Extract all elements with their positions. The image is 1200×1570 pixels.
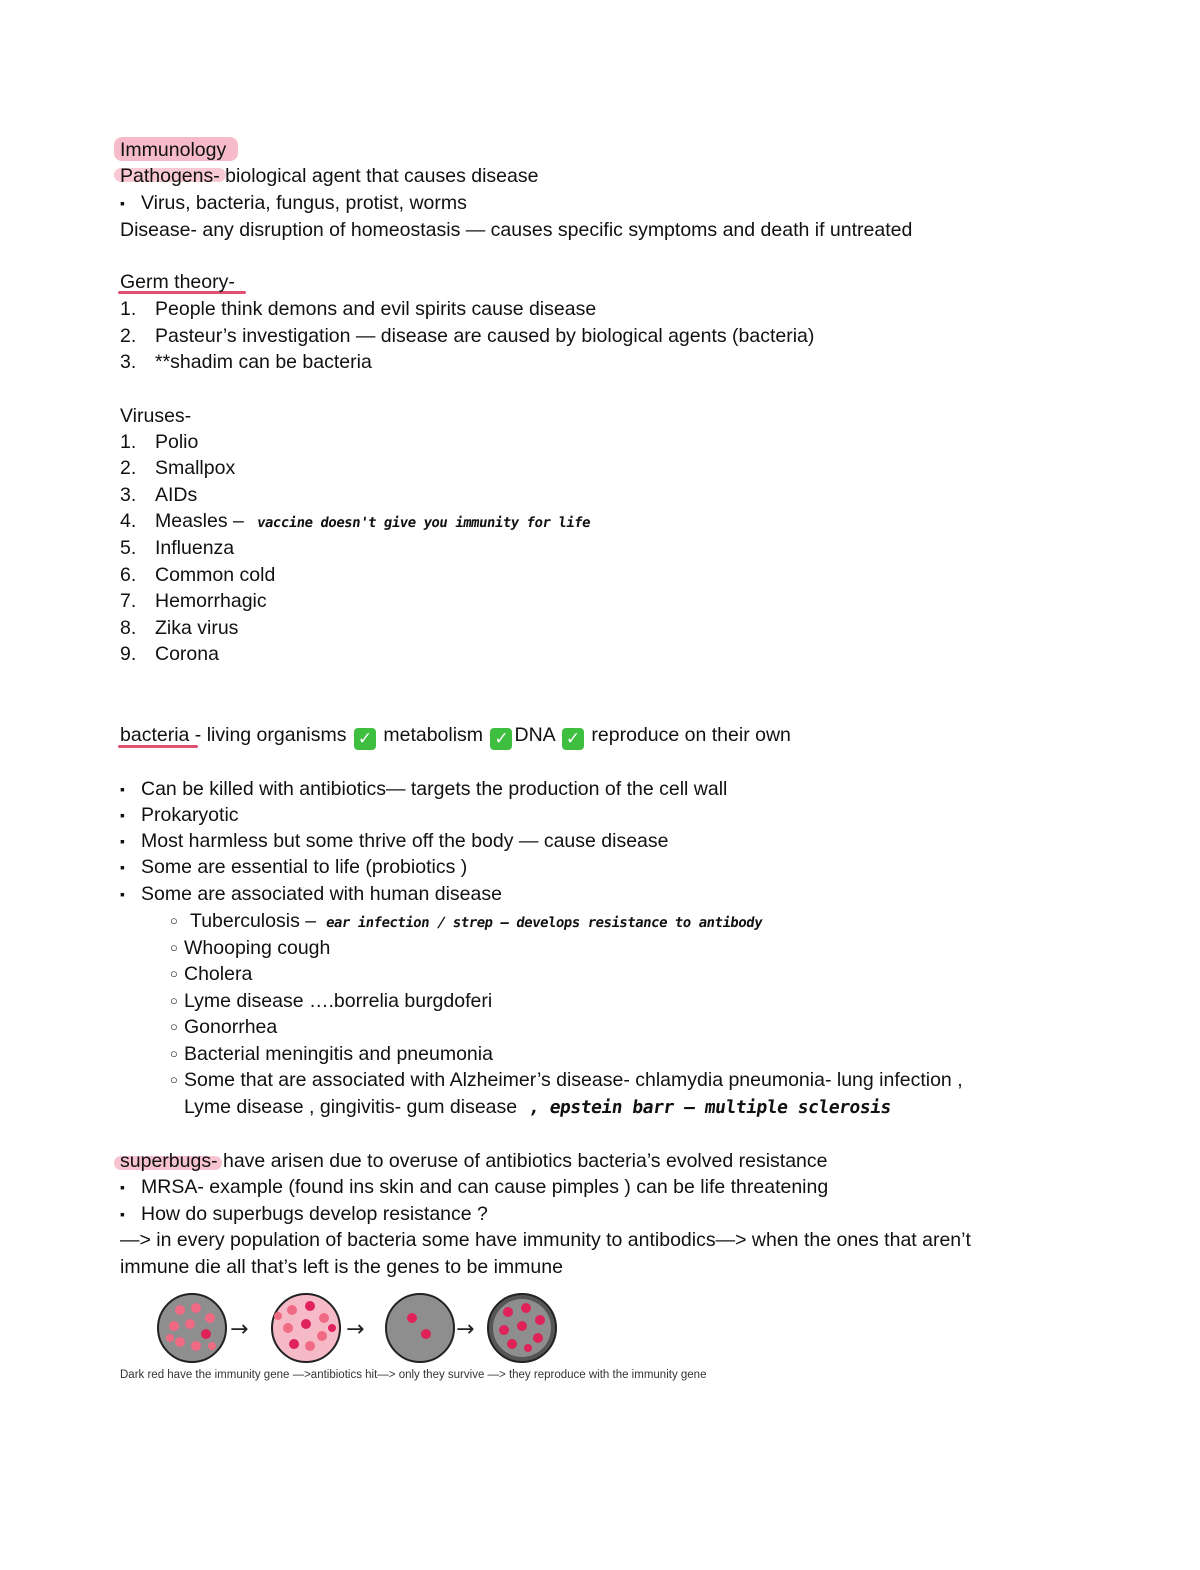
bacteria-bullet: Some are essential to life (probiotics ): [141, 856, 468, 878]
disease-sub-item: Gonorrhea: [184, 1016, 278, 1038]
viruses-heading: Viruses-: [120, 405, 192, 427]
superbugs-bullet: How do superbugs develop resistance ?: [141, 1203, 488, 1225]
virus-item: 5. Influenza: [120, 537, 235, 559]
circle-bullet-icon: ○: [170, 993, 178, 1008]
arrow-icon: →: [346, 1317, 365, 1342]
virus-item: 9. Corona: [120, 643, 219, 665]
pathogens-bullet: Virus, bacteria, fungus, protist, worms: [141, 192, 467, 214]
check-mark-icon: ✓: [354, 728, 376, 750]
superbugs-explanation: —> in every population of bacteria some have immunity to antibodics—> when the ones that aren’t: [120, 1229, 971, 1251]
circle-bullet-icon: ○: [170, 940, 178, 955]
superbugs-definition: superbugs- have arisen due to overuse of antibiotics bacteria’s evolved resistance: [120, 1150, 828, 1172]
bullet-icon: ▪: [120, 859, 125, 875]
pathogens-label: Pathogens-: [120, 165, 220, 187]
tb-handwritten-note: ear infection / strep – develops resistance to antibody: [324, 915, 763, 931]
germ-item: 2. Pasteur’s investigation — disease are caused by biological agents (bacteria): [120, 325, 815, 347]
petri-dish-3: [386, 1294, 454, 1362]
bullet-icon: ▪: [120, 886, 125, 902]
diagram-caption: Dark red have the immunity gene —>antibiotics hit—> only they survive —> they reproduce with the immunity gene: [120, 1369, 707, 1381]
disease-sub-item: Lyme disease ….borrelia burgdoferi: [184, 990, 493, 1012]
petri-dish-2: [272, 1294, 340, 1362]
disease-sub-item: Bacterial meningitis and pneumonia: [184, 1043, 493, 1065]
superbugs-bullet: MRSA- example (found ins skin and can cause pimples ) can be life threatening: [141, 1176, 829, 1198]
superbugs-label: superbugs: [120, 1150, 212, 1172]
check-mark-icon: ✓: [562, 728, 584, 750]
germ-theory-heading: Germ theory-: [120, 271, 235, 293]
petri-dish-4: [488, 1294, 556, 1362]
germ-item: 3. **shadim can be bacteria: [120, 351, 372, 373]
circle-bullet-icon: ○: [170, 1046, 178, 1061]
disease-sub-item: Cholera: [184, 963, 253, 985]
bullet-icon: ▪: [120, 807, 125, 823]
bacteria-bullet: Prokaryotic: [141, 804, 239, 826]
petri-dish-1: [158, 1294, 226, 1362]
bacteria-label: bacteria: [120, 724, 190, 746]
germ-item: 1. People think demons and evil spirits cause disease: [120, 298, 597, 320]
epstein-handwritten-note: , epstein barr – multiple sclerosis: [527, 1097, 892, 1118]
circle-bullet-icon: ○: [170, 1072, 178, 1087]
virus-item: 4. Measles – vaccine doesn't give you immunity for life: [120, 509, 590, 535]
bacteria-bullet: Some are associated with human disease: [141, 883, 502, 905]
check-mark-icon: ✓: [490, 728, 512, 750]
pathogens-definition: [120, 164, 538, 188]
disease-sub-item-continuation: Lyme disease , gingivitis- gum disease , epstein barr – multiple sclerosis: [184, 1096, 892, 1118]
page-title: Immunology: [120, 139, 227, 161]
virus-item: 7. Hemorrhagic: [120, 590, 267, 612]
bacteria-intro: bacteria - living organisms ✓ metabolism ✓ DNA ✓ reproduce on their own: [120, 724, 791, 748]
disease-sub-item: Some that are associated with Alzheimer’s disease- chlamydia pneumonia- lung infection ,: [184, 1069, 963, 1091]
bacteria-bullet: Can be killed with antibiotics— targets the production of the cell wall: [141, 778, 728, 800]
bullet-icon: ▪: [120, 1179, 125, 1195]
petri-dish-diagram: [150, 1288, 610, 1368]
arrow-icon: →: [230, 1317, 249, 1342]
circle-bullet-icon: ○: [170, 913, 178, 928]
bullet-icon: ▪: [120, 781, 125, 797]
virus-item: 2. Smallpox: [120, 457, 236, 479]
bullet-icon: ▪: [120, 833, 125, 849]
superbugs-explanation: immune die all that’s left is the genes to be immune: [120, 1256, 563, 1278]
disease-sub-item: Tuberculosis – ear infection / strep – develops resistance to antibody: [190, 909, 762, 935]
bullet-icon: ▪: [120, 1206, 125, 1222]
bacteria-bullet: Most harmless but some thrive off the body — cause disease: [141, 830, 669, 852]
measles-handwritten-note: vaccine doesn't give you immunity for life: [256, 515, 592, 531]
circle-bullet-icon: ○: [170, 1019, 178, 1034]
virus-item: 6. Common cold: [120, 564, 276, 586]
circle-bullet-icon: ○: [170, 966, 178, 981]
virus-item: 3. AIDs: [120, 484, 198, 506]
bullet-icon: ▪: [120, 195, 125, 211]
arrow-icon: →: [456, 1317, 475, 1342]
disease-definition: Disease- any disruption of homeostasis — causes specific symptoms and death if untreated: [120, 219, 913, 241]
virus-item: 1. Polio: [120, 431, 199, 453]
disease-sub-item: Whooping cough: [184, 937, 331, 959]
virus-item: 8. Zika virus: [120, 617, 239, 639]
pathogens-text: biological agent that causes disease: [219, 165, 539, 187]
